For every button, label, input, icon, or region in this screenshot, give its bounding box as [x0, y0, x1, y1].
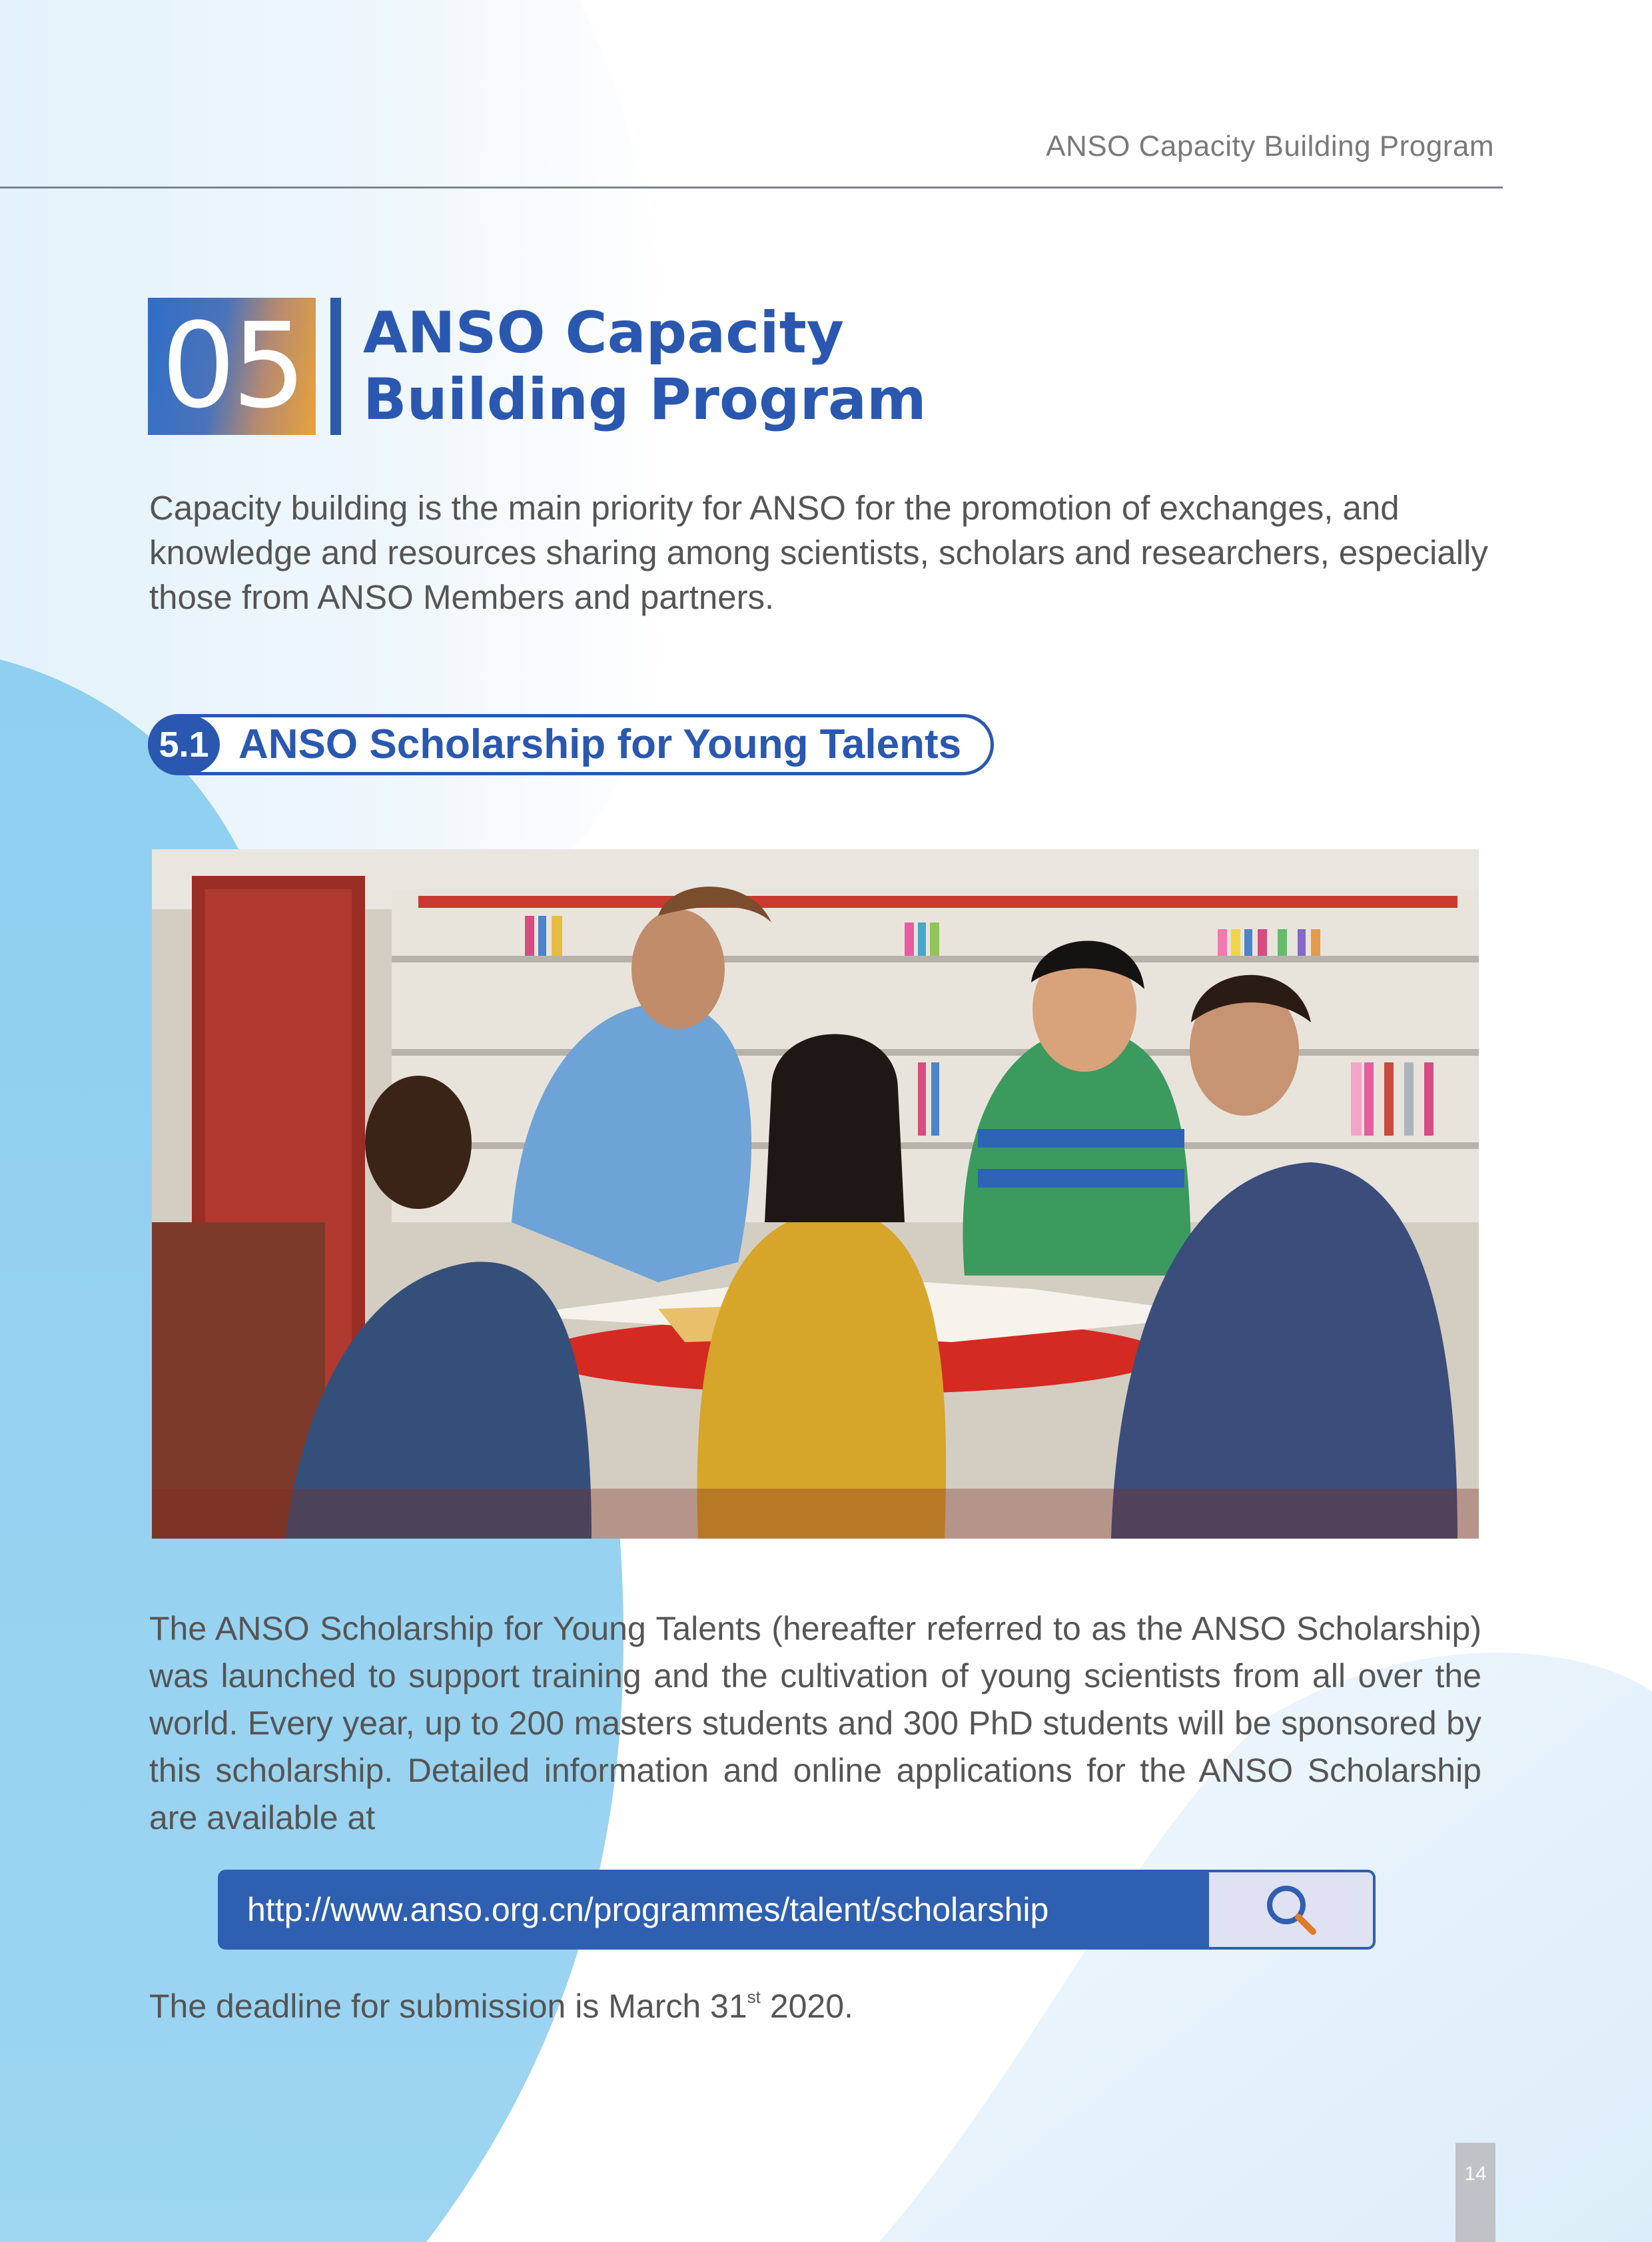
deadline-year: 2020.: [760, 1988, 853, 2025]
chapter-title-bar: [330, 298, 341, 435]
section-number-badge: [148, 714, 220, 775]
section-title: ANSO Scholarship for Young Talents: [238, 721, 962, 767]
chapter-number-badge: [148, 298, 316, 435]
deadline-ordinal: st: [747, 1987, 761, 2007]
scholarship-link-box[interactable]: [218, 1870, 1376, 1950]
chapter-title-line2: Building Program: [363, 366, 927, 433]
search-button[interactable]: [1209, 1872, 1373, 1947]
deadline-text: The deadline for submission is March 31: [149, 1988, 747, 2025]
scholarship-url-link[interactable]: http://www.anso.org.cn/programmes/talent/scholarship: [247, 1891, 1049, 1928]
intro-paragraph: Capacity building is the main priority for ANSO for the promotion of exchanges, and knowledge and resources sharing among scientists, scholars and researchers, especially those from ANSO Members and partners.: [149, 489, 1488, 616]
search-icon: [1261, 1880, 1321, 1940]
page-number: 14: [1455, 2143, 1495, 2242]
header-divider: [0, 187, 1503, 188]
chapter-title-line1: ANSO Capacity: [363, 300, 844, 366]
scholarship-description: The ANSO Scholarship for Young Talents (hereafter referred to as the ANSO Scholarship) was launched to support training and the cultivation of young scientists from all over the world. Every year, up to 200 masters students and 300 PhD students will be sponsored by this scholarship. Detailed information and online applications for the ANSO Scholarship are available at: [149, 1610, 1481, 1836]
deadline-note: [149, 1983, 853, 2030]
section-number: 5.1: [159, 725, 209, 765]
students-library-photo: [152, 849, 1479, 1539]
chapter-title: [363, 300, 927, 433]
running-header-title: ANSO Capacity Building Program: [1046, 130, 1494, 163]
chapter-number: 05: [161, 298, 302, 434]
